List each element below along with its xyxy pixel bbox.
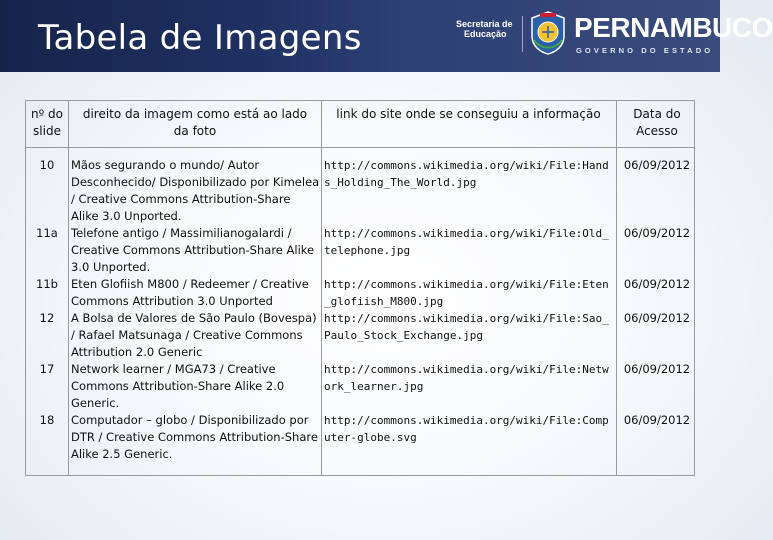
row-date: 06/09/2012 (623, 158, 691, 172)
row-link[interactable]: http://commons.wikimedia.org/wiki/File:Eten_glofiish_M800.jpg (324, 278, 609, 308)
secretaria-line2: Educação (464, 29, 507, 39)
row-date: 06/09/2012 (623, 362, 691, 376)
pernambuco-logo (452, 10, 773, 60)
row-rights: Computador – globo / Disponibilizado por DTR / Creative Commons Attribution-Share Alike 2.5 Generic. (71, 413, 318, 461)
row-date: 06/09/2012 (623, 413, 691, 427)
row-link[interactable]: http://commons.wikimedia.org/wiki/File:Computer-globe.svg (324, 414, 609, 444)
row-rights: A Bolsa de Valores de São Paulo (Bovespa) / Rafael Matsunaga / Creative Commons Attribution 2.0 Generic (71, 311, 317, 359)
secretaria-label (456, 19, 513, 39)
state-seal-icon (526, 10, 570, 56)
row-link[interactable]: http://commons.wikimedia.org/wiki/File:Network_learner.jpg (324, 363, 609, 393)
header-date: Data do Acesso (633, 107, 681, 138)
row-date: 06/09/2012 (623, 311, 691, 325)
brand-subtitle: GOVERNO DO ESTADO (576, 46, 714, 55)
row-rights: Network learner / MGA73 / Creative Commons Attribution-Share Alike 2.0 Generic. (71, 362, 285, 410)
column-divider (68, 101, 69, 475)
header-link: link do site onde se conseguiu a informação (336, 107, 601, 121)
title-banner (0, 0, 773, 72)
row-rights: Telefone antigo / Massimilianogalardi / Creative Commons Attribution-Share Alike 3.0 Unported. (71, 226, 315, 274)
row-link[interactable]: http://commons.wikimedia.org/wiki/File:Sao_Paulo_Stock_Exchange.jpg (324, 312, 609, 342)
logo-divider (522, 16, 523, 52)
row-slide: 12 (39, 311, 55, 325)
row-rights: Eten Glofiish M800 / Redeemer / Creative Commons Attribution 3.0 Unported (71, 277, 309, 308)
column-divider (321, 101, 322, 475)
images-table (25, 100, 695, 476)
row-slide: 18 (39, 413, 55, 427)
row-date: 06/09/2012 (623, 226, 691, 240)
header-rights: direito da imagem como está ao lado da foto (82, 107, 308, 138)
row-slide: 17 (39, 362, 55, 376)
header-slide: nº do slide (30, 107, 64, 138)
row-slide: 10 (39, 158, 55, 172)
row-slide: 11b (36, 277, 58, 291)
row-rights: Mãos segurando o mundo/ Autor Desconhecido/ Disponibilizado por Kimelea / Creative Commons Attribution-Share Alike 3.0 Unported. (71, 158, 320, 223)
brand-name: PERNAMBUCO (574, 12, 773, 43)
header-divider (26, 147, 694, 148)
row-date: 06/09/2012 (623, 277, 691, 291)
row-slide: 11a (36, 226, 58, 240)
column-divider (616, 101, 617, 475)
row-link[interactable]: http://commons.wikimedia.org/wiki/File:Hands_Holding_The_World.jpg (324, 159, 609, 189)
page-title: Tabela de Imagens (38, 18, 362, 58)
secretaria-line1: Secretaria de (456, 19, 513, 29)
row-link[interactable]: http://commons.wikimedia.org/wiki/File:Old_telephone.jpg (324, 227, 609, 257)
